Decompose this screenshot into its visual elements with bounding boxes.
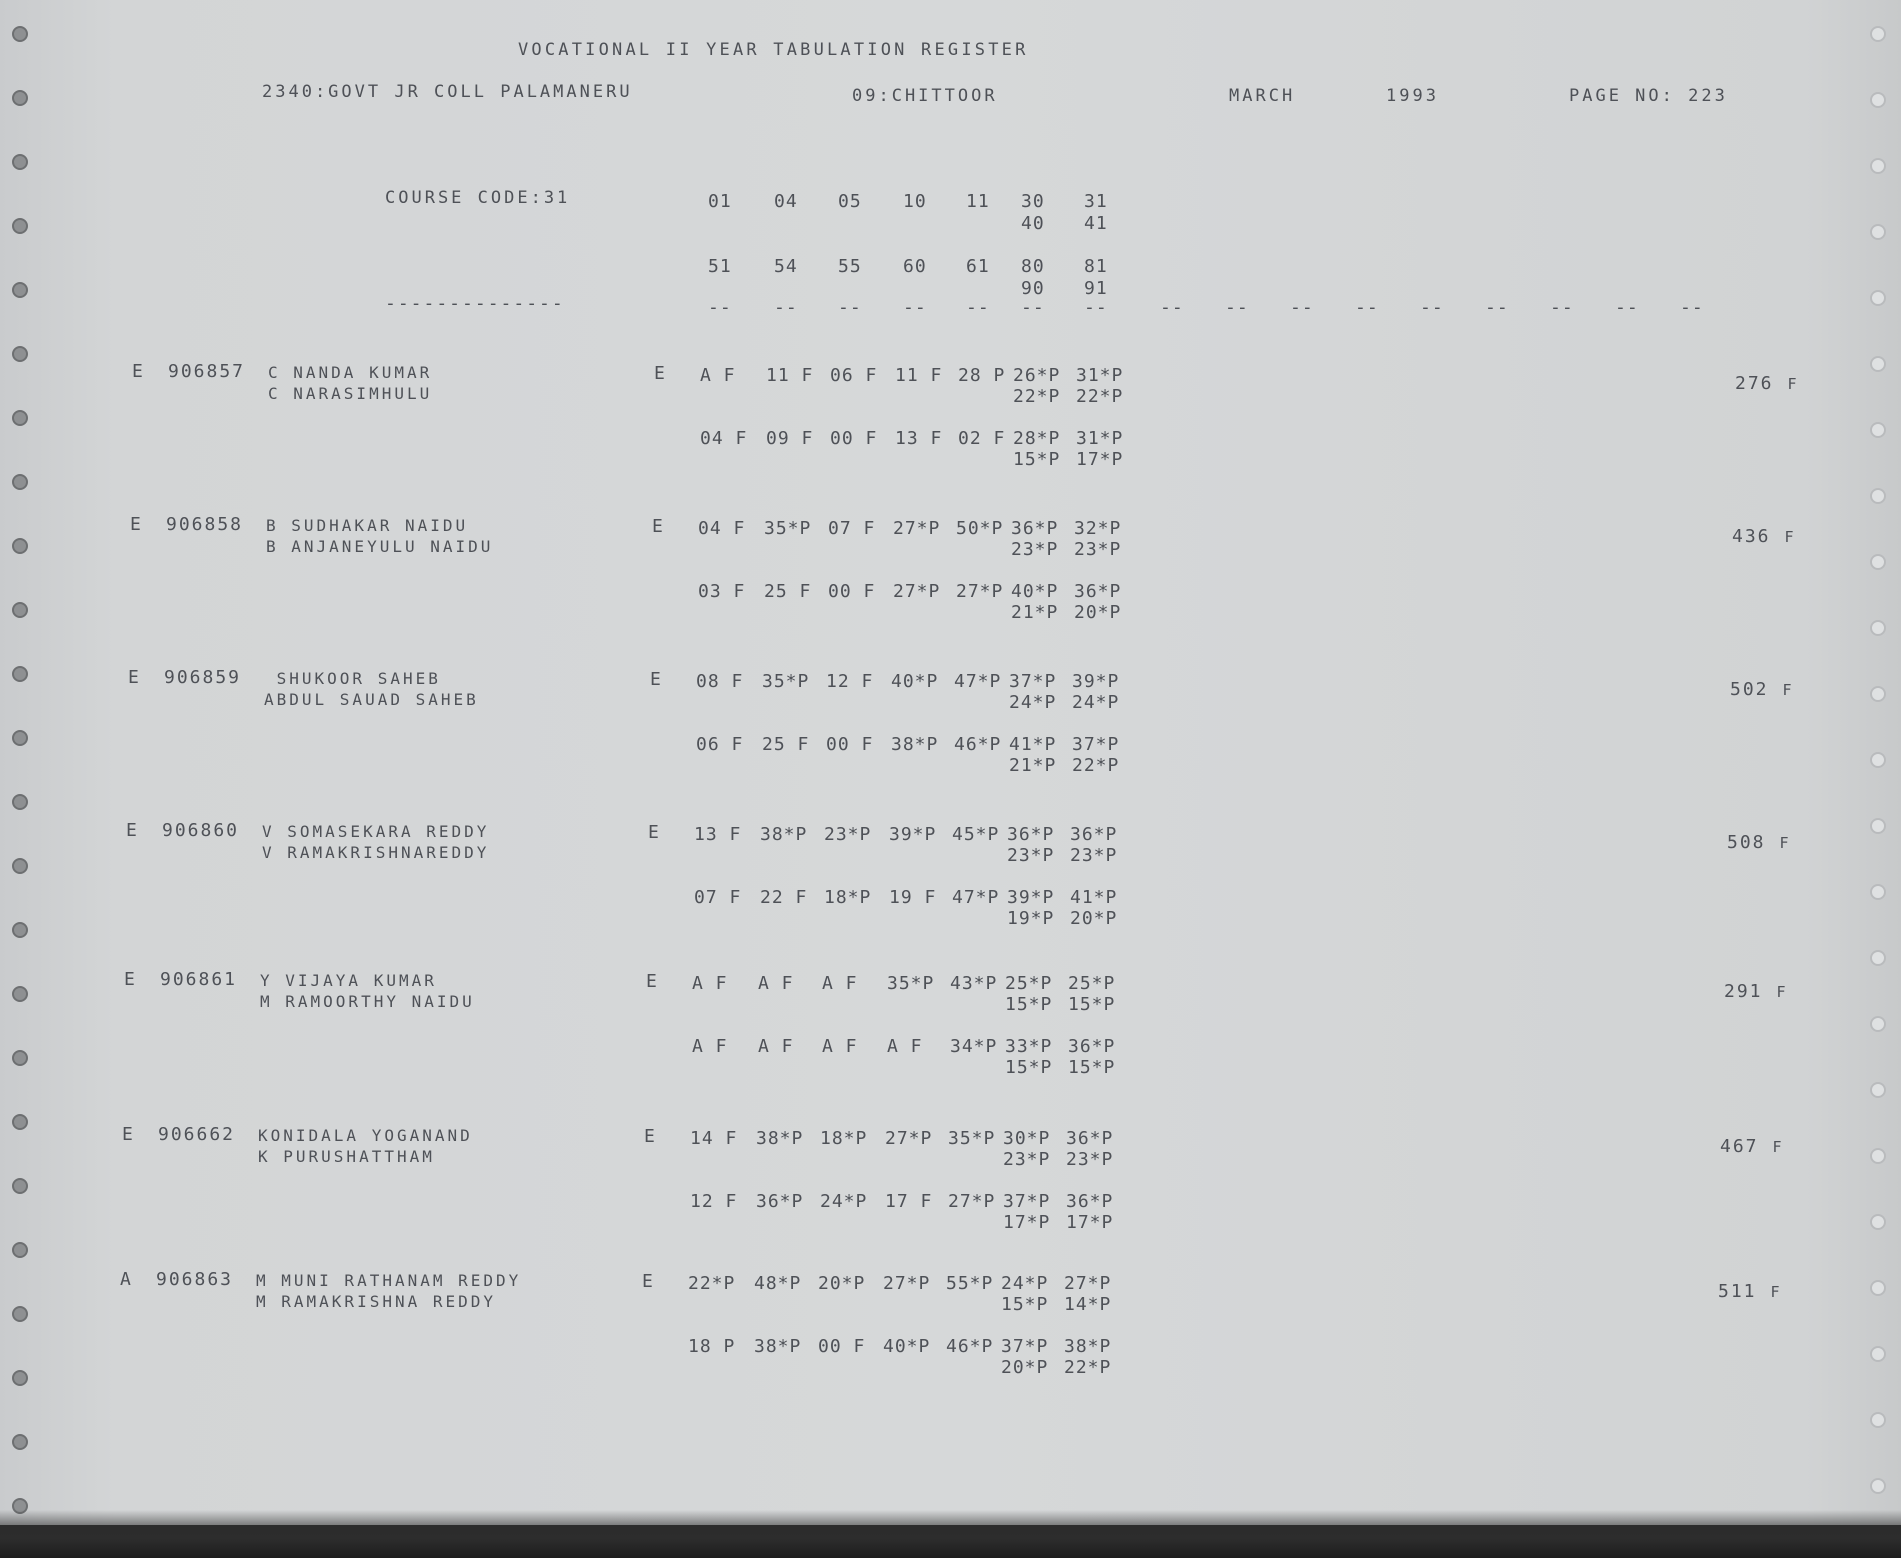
score-cell: 40*P <box>883 1336 931 1357</box>
course-code-underline: -------------- <box>385 293 565 314</box>
perforation-hole <box>12 794 28 810</box>
score-cell: 35*P <box>948 1128 996 1149</box>
perforation-hole <box>1870 818 1886 834</box>
perforation-hole <box>12 922 28 938</box>
candidate-category: A <box>120 1269 132 1290</box>
score-cell: 48*P <box>754 1273 802 1294</box>
score-cell: 23*P <box>1074 539 1122 560</box>
score-cell: 26*P <box>1013 365 1061 386</box>
result-grade: F <box>1779 834 1791 852</box>
score-cell: 03 F <box>698 581 746 602</box>
result-summary <box>1718 1282 1782 1302</box>
score-cell: 18 P <box>688 1336 736 1357</box>
column-dash: -- <box>1355 297 1379 318</box>
bottom-edge-shadow <box>0 1510 1901 1558</box>
score-cell: 19*P <box>1007 908 1055 929</box>
score-cell: 43*P <box>950 973 998 994</box>
father-name: M RAMOORTHY NAIDU <box>260 992 475 1011</box>
score-cell: 23*P <box>1011 539 1059 560</box>
perforation-hole <box>1870 1214 1886 1230</box>
score-cell: 23*P <box>824 824 872 845</box>
score-cell: 39*P <box>1007 887 1055 908</box>
perforation-hole <box>1870 554 1886 570</box>
candidate-name: B SUDHAKAR NAIDU <box>266 516 469 535</box>
perforation-hole <box>12 1242 28 1258</box>
score-cell: 21*P <box>1009 755 1057 776</box>
score-cell: A F <box>887 1036 923 1057</box>
course-code: 01 <box>708 191 732 212</box>
perforation-hole <box>1870 290 1886 306</box>
perforation-hole <box>1870 884 1886 900</box>
register-number: 906859 <box>164 667 242 688</box>
result-summary <box>1730 680 1794 700</box>
course-code: 55 <box>838 256 862 277</box>
score-cell: 40*P <box>1011 581 1059 602</box>
score-cell: 04 F <box>700 428 748 449</box>
perforation-hole <box>12 474 28 490</box>
course-code: 41 <box>1084 213 1108 234</box>
perforation-hole <box>1870 1280 1886 1296</box>
score-cell: 15*P <box>1068 994 1116 1015</box>
course-code: 05 <box>838 191 862 212</box>
score-cell: 17*P <box>1003 1212 1051 1233</box>
perforation-hole <box>1870 1412 1886 1428</box>
column-dash: -- <box>903 297 927 318</box>
perforation-hole <box>1870 422 1886 438</box>
perforation-hole <box>1870 1082 1886 1098</box>
candidate-category: E <box>122 1124 134 1145</box>
register-number: 906857 <box>168 361 246 382</box>
course-code: 51 <box>708 256 732 277</box>
candidate-name: V SOMASEKARA REDDY <box>262 822 490 841</box>
score-cell: 33*P <box>1005 1036 1053 1057</box>
score-cell: 14*P <box>1064 1294 1112 1315</box>
score-cell: 36*P <box>1068 1036 1116 1057</box>
score-cell: 38*P <box>1064 1336 1112 1357</box>
score-cell: 18*P <box>824 887 872 908</box>
score-cell: 17 F <box>885 1191 933 1212</box>
score-cell: 00 F <box>828 581 876 602</box>
perforation-hole <box>1870 1346 1886 1362</box>
score-cell: 13 F <box>694 824 742 845</box>
score-cell: 20*P <box>818 1273 866 1294</box>
score-cell: 31*P <box>1076 365 1124 386</box>
column-dash: -- <box>774 297 798 318</box>
page-number: PAGE NO: 223 <box>1569 86 1728 106</box>
column-dash: -- <box>838 297 862 318</box>
result-summary <box>1720 1137 1784 1157</box>
perforation-hole <box>12 1114 28 1130</box>
column-dash: -- <box>1485 297 1509 318</box>
candidate-name: KONIDALA YOGANAND <box>258 1126 473 1145</box>
perforation-hole <box>12 986 28 1002</box>
candidate-name: M MUNI RATHANAM REDDY <box>256 1271 522 1290</box>
candidate-name: SHUKOOR SAHEB <box>264 669 441 688</box>
candidate-category: E <box>124 969 136 990</box>
score-cell: 46*P <box>946 1336 994 1357</box>
score-cell: 36*P <box>1070 824 1118 845</box>
score-cell: 38*P <box>756 1128 804 1149</box>
score-cell: 04 F <box>698 518 746 539</box>
score-cell: 27*P <box>948 1191 996 1212</box>
score-cell: 39*P <box>1072 671 1120 692</box>
score-cell: A F <box>822 973 858 994</box>
score-cell: 22*P <box>1076 386 1124 407</box>
perforation-hole <box>12 154 28 170</box>
score-cell: 24*P <box>1072 692 1120 713</box>
score-cell: 47*P <box>952 887 1000 908</box>
score-cell: 15*P <box>1001 1294 1049 1315</box>
score-cell: 13 F <box>895 428 943 449</box>
score-cell: 37*P <box>1003 1191 1051 1212</box>
result-grade: F <box>1772 1138 1784 1156</box>
score-cell: 35*P <box>764 518 812 539</box>
course-code: 90 <box>1021 278 1045 299</box>
district-name: 09:CHITTOOR <box>852 86 998 106</box>
perforation-hole <box>12 602 28 618</box>
perforation-hole <box>12 1050 28 1066</box>
course-code: 40 <box>1021 213 1045 234</box>
score-cell: 27*P <box>1064 1273 1112 1294</box>
score-cell: 41*P <box>1070 887 1118 908</box>
perforation-hole <box>1870 224 1886 240</box>
course-code: 31 <box>1084 191 1108 212</box>
score-cell: 41*P <box>1009 734 1057 755</box>
result-grade: F <box>1784 528 1796 546</box>
result-summary <box>1724 982 1788 1002</box>
exam-year: 1993 <box>1386 86 1439 106</box>
column-dash: -- <box>1550 297 1574 318</box>
score-cell: 22*P <box>1064 1357 1112 1378</box>
total-marks: 511 <box>1718 1281 1757 1302</box>
perforation-hole <box>1870 356 1886 372</box>
column-dash: -- <box>1225 297 1249 318</box>
score-cell: 00 F <box>830 428 878 449</box>
score-cell: 27*P <box>893 518 941 539</box>
result-grade: F <box>1776 983 1788 1001</box>
score-cell: 37*P <box>1072 734 1120 755</box>
exam-marker: E <box>646 971 658 992</box>
score-cell: 15*P <box>1005 994 1053 1015</box>
result-summary <box>1732 527 1796 547</box>
perforation-hole <box>1870 92 1886 108</box>
score-cell: 27*P <box>893 581 941 602</box>
perforation-hole <box>12 26 28 42</box>
score-cell: 06 F <box>830 365 878 386</box>
score-cell: 22*P <box>688 1273 736 1294</box>
perforation-hole <box>1870 620 1886 636</box>
score-cell: 47*P <box>954 671 1002 692</box>
score-cell: 17*P <box>1066 1212 1114 1233</box>
father-name: M RAMAKRISHNA REDDY <box>256 1292 497 1311</box>
perforation-hole <box>12 1370 28 1386</box>
column-dash: -- <box>1680 297 1704 318</box>
score-cell: 50*P <box>956 518 1004 539</box>
course-code: 81 <box>1084 256 1108 277</box>
score-cell: 07 F <box>694 887 742 908</box>
score-cell: 15*P <box>1013 449 1061 470</box>
register-number: 906858 <box>166 514 244 535</box>
score-cell: 36*P <box>1074 581 1122 602</box>
perforation-hole <box>1870 1478 1886 1494</box>
exam-marker: E <box>652 516 664 537</box>
course-code: 61 <box>966 256 990 277</box>
score-cell: 22*P <box>1013 386 1061 407</box>
score-cell: 37*P <box>1001 1336 1049 1357</box>
score-cell: 37*P <box>1009 671 1057 692</box>
perforation-hole <box>1870 26 1886 42</box>
result-summary <box>1735 374 1799 394</box>
candidate-category: E <box>128 667 140 688</box>
column-dash: -- <box>1615 297 1639 318</box>
candidate-category: E <box>130 514 142 535</box>
score-cell: A F <box>692 973 728 994</box>
score-cell: 25*P <box>1068 973 1116 994</box>
result-grade: F <box>1770 1283 1782 1301</box>
score-cell: 09 F <box>766 428 814 449</box>
perforation-hole <box>12 1178 28 1194</box>
perforation-hole <box>12 282 28 298</box>
score-cell: 11 F <box>766 365 814 386</box>
course-code: 10 <box>903 191 927 212</box>
score-cell: 23*P <box>1003 1149 1051 1170</box>
score-cell: A F <box>758 1036 794 1057</box>
candidate-category: E <box>132 361 144 382</box>
score-cell: 40*P <box>891 671 939 692</box>
column-dash: -- <box>1160 297 1184 318</box>
score-cell: 06 F <box>696 734 744 755</box>
score-cell: 22 F <box>760 887 808 908</box>
score-cell: 18*P <box>820 1128 868 1149</box>
score-cell: 23*P <box>1070 845 1118 866</box>
exam-marker: E <box>654 363 666 384</box>
score-cell: 36*P <box>1007 824 1055 845</box>
score-cell: A F <box>692 1036 728 1057</box>
column-dash: -- <box>1084 297 1108 318</box>
score-cell: A F <box>758 973 794 994</box>
score-cell: 24*P <box>1009 692 1057 713</box>
score-cell: 38*P <box>760 824 808 845</box>
score-cell: 27*P <box>883 1273 931 1294</box>
perforation-hole <box>12 90 28 106</box>
total-marks: 291 <box>1724 981 1763 1002</box>
score-cell: 07 F <box>828 518 876 539</box>
result-summary <box>1727 833 1791 853</box>
perforation-hole <box>1870 752 1886 768</box>
score-cell: 36*P <box>756 1191 804 1212</box>
course-code: 54 <box>774 256 798 277</box>
column-dash: -- <box>1021 297 1045 318</box>
course-code: 04 <box>774 191 798 212</box>
result-grade: F <box>1787 375 1799 393</box>
score-cell: 24*P <box>820 1191 868 1212</box>
father-name: B ANJANEYULU NAIDU <box>266 537 494 556</box>
score-cell: 17*P <box>1076 449 1124 470</box>
score-cell: 35*P <box>762 671 810 692</box>
course-code: 91 <box>1084 278 1108 299</box>
exam-marker: E <box>642 1271 654 1292</box>
perforation-hole <box>1870 1148 1886 1164</box>
register-number: 906662 <box>158 1124 236 1145</box>
exam-marker: E <box>650 669 662 690</box>
score-cell: 21*P <box>1011 602 1059 623</box>
score-cell: 27*P <box>885 1128 933 1149</box>
exam-marker: E <box>648 822 660 843</box>
score-cell: 14 F <box>690 1128 738 1149</box>
score-cell: 23*P <box>1066 1149 1114 1170</box>
score-cell: 20*P <box>1070 908 1118 929</box>
score-cell: 12 F <box>826 671 874 692</box>
course-code: 80 <box>1021 256 1045 277</box>
register-title: VOCATIONAL II YEAR TABULATION REGISTER <box>518 40 1029 60</box>
perforation-hole <box>1870 1016 1886 1032</box>
score-cell: A F <box>700 365 736 386</box>
score-cell: 25*P <box>1005 973 1053 994</box>
candidate-name: C NANDA KUMAR <box>268 363 433 382</box>
perforation-hole <box>12 730 28 746</box>
score-cell: 25 F <box>764 581 812 602</box>
perforation-hole <box>12 538 28 554</box>
score-cell: 15*P <box>1068 1057 1116 1078</box>
exam-month: MARCH <box>1229 86 1296 106</box>
perforation-hole <box>12 858 28 874</box>
score-cell: 23*P <box>1007 845 1055 866</box>
candidate-name: Y VIJAYA KUMAR <box>260 971 437 990</box>
score-cell: 15*P <box>1005 1057 1053 1078</box>
course-code: 60 <box>903 256 927 277</box>
perforation-hole <box>1870 950 1886 966</box>
score-cell: A F <box>822 1036 858 1057</box>
score-cell: 12 F <box>690 1191 738 1212</box>
perforation-hole <box>12 666 28 682</box>
score-cell: 20*P <box>1001 1357 1049 1378</box>
father-name: K PURUSHATTHAM <box>258 1147 435 1166</box>
score-cell: 00 F <box>818 1336 866 1357</box>
score-cell: 34*P <box>950 1036 998 1057</box>
score-cell: 36*P <box>1011 518 1059 539</box>
score-cell: 38*P <box>754 1336 802 1357</box>
father-name: C NARASIMHULU <box>268 384 433 403</box>
score-cell: 30*P <box>1003 1128 1051 1149</box>
register-number: 906860 <box>162 820 240 841</box>
score-cell: 08 F <box>696 671 744 692</box>
total-marks: 467 <box>1720 1136 1759 1157</box>
perforation-hole <box>1870 686 1886 702</box>
score-cell: 38*P <box>891 734 939 755</box>
score-cell: 46*P <box>954 734 1002 755</box>
score-cell: 55*P <box>946 1273 994 1294</box>
score-cell: 32*P <box>1074 518 1122 539</box>
score-cell: 35*P <box>887 973 935 994</box>
score-cell: 11 F <box>895 365 943 386</box>
total-marks: 436 <box>1732 526 1771 547</box>
score-cell: 00 F <box>826 734 874 755</box>
score-cell: 36*P <box>1066 1128 1114 1149</box>
score-cell: 22*P <box>1072 755 1120 776</box>
perforation-hole <box>12 410 28 426</box>
score-cell: 24*P <box>1001 1273 1049 1294</box>
score-cell: 02 F <box>958 428 1006 449</box>
score-cell: 31*P <box>1076 428 1124 449</box>
register-number: 906863 <box>156 1269 234 1290</box>
total-marks: 502 <box>1730 679 1769 700</box>
score-cell: 19 F <box>889 887 937 908</box>
column-dash: -- <box>1290 297 1314 318</box>
register-number: 906861 <box>160 969 238 990</box>
total-marks: 508 <box>1727 832 1766 853</box>
result-grade: F <box>1782 681 1794 699</box>
score-cell: 28*P <box>1013 428 1061 449</box>
course-code: 30 <box>1021 191 1045 212</box>
father-name: ABDUL SAUAD SAHEB <box>264 690 479 709</box>
perforation-hole <box>1870 488 1886 504</box>
candidate-category: E <box>126 820 138 841</box>
college-name: 2340:GOVT JR COLL PALAMANERU <box>262 82 633 102</box>
column-dash: -- <box>966 297 990 318</box>
perforation-hole <box>12 218 28 234</box>
total-marks: 276 <box>1735 373 1774 394</box>
score-cell: 45*P <box>952 824 1000 845</box>
course-code: 11 <box>966 191 990 212</box>
score-cell: 39*P <box>889 824 937 845</box>
score-cell: 25 F <box>762 734 810 755</box>
column-dash: -- <box>708 297 732 318</box>
course-code-label: COURSE CODE:31 <box>385 188 571 208</box>
score-cell: 20*P <box>1074 602 1122 623</box>
perforation-hole <box>12 346 28 362</box>
score-cell: 36*P <box>1066 1191 1114 1212</box>
column-dash: -- <box>1420 297 1444 318</box>
perforation-hole <box>12 1434 28 1450</box>
score-cell: 27*P <box>956 581 1004 602</box>
perforation-hole <box>12 1306 28 1322</box>
exam-marker: E <box>644 1126 656 1147</box>
score-cell: 28 P <box>958 365 1006 386</box>
perforation-hole <box>1870 158 1886 174</box>
father-name: V RAMAKRISHNAREDDY <box>262 843 490 862</box>
